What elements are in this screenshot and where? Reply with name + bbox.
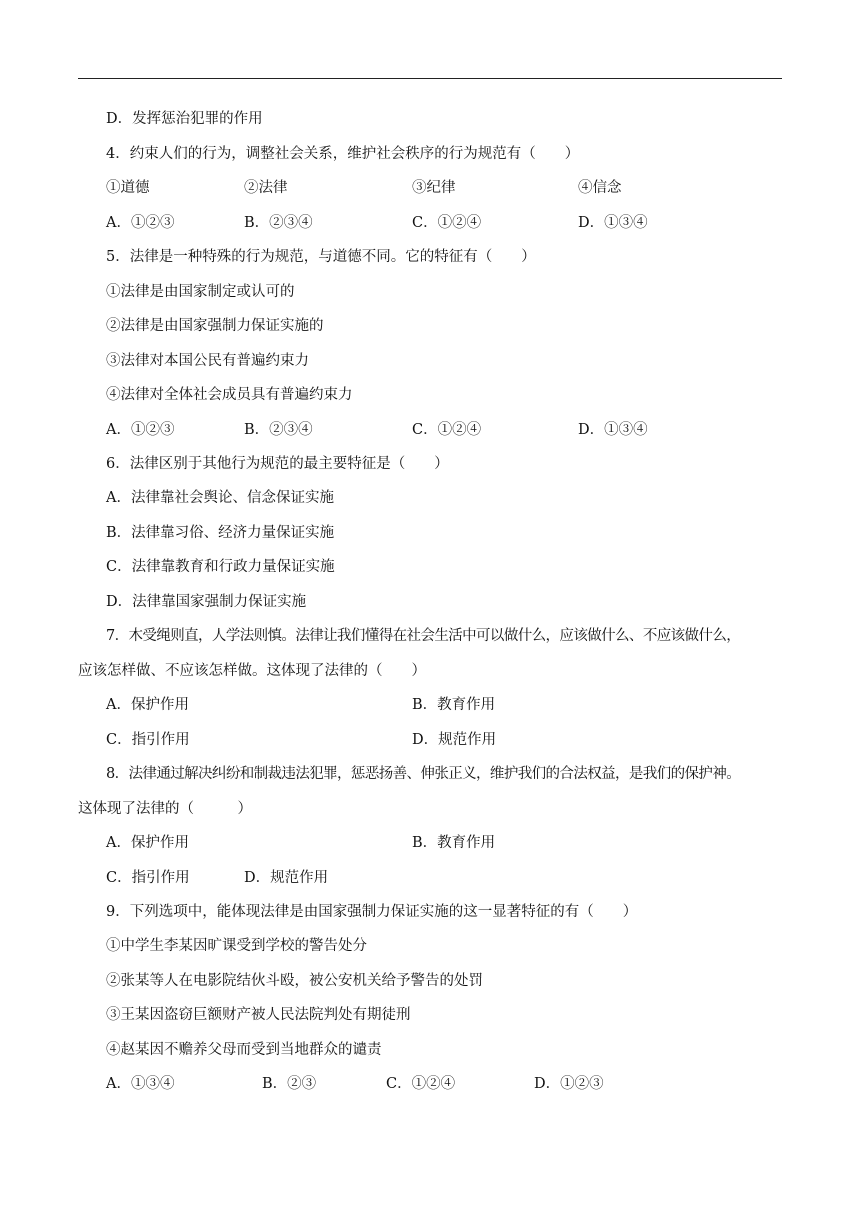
q5-option-b: B．②③④	[244, 422, 313, 438]
q5-item-4: ④法律对全体社会成员具有普遍约束力	[106, 387, 353, 403]
q9-option-a: A．①③④	[106, 1076, 175, 1092]
q4-option-a: A．①②③	[106, 215, 175, 231]
q4-item-2: ②法律	[244, 180, 288, 196]
q9-option-d: D．①②③	[534, 1076, 604, 1092]
q7-option-a: A．保护作用	[106, 697, 189, 713]
q4-option-c: C．①②④	[412, 215, 482, 231]
q7-stem-line1: 7．木受绳则直，人学法则慎。法律让我们懂得在社会生活中可以做什么，应该做什么、不应该做什么，	[106, 628, 741, 644]
q8-stem-line2: 这体现了法律的（ ）	[78, 801, 252, 817]
q5-item-2: ②法律是由国家强制力保证实施的	[106, 318, 324, 334]
q7-option-d: D．规范作用	[412, 732, 497, 748]
q9-option-c: C．①②④	[386, 1076, 456, 1092]
q6-option-b: B．法律靠习俗、经济力量保证实施	[106, 525, 335, 541]
q4-item-3: ③纪律	[412, 180, 456, 196]
q8-option-a: A．保护作用	[106, 835, 189, 851]
q9-option-b: B．②③	[262, 1076, 317, 1092]
q7-stem-line2: 应该怎样做、不应该怎样做。这体现了法律的（ ）	[78, 663, 426, 679]
q4-item-4: ④信念	[578, 180, 622, 196]
q4-item-1: ①道德	[106, 180, 150, 196]
q8-option-c: C．指引作用	[106, 870, 190, 886]
q4-option-b: B．②③④	[244, 215, 313, 231]
q9-item-4: ④赵某因不赡养父母而受到当地群众的谴责	[106, 1042, 382, 1058]
q7-option-c: C．指引作用	[106, 732, 190, 748]
q9-item-1: ①中学生李某因旷课受到学校的警告处分	[106, 938, 367, 954]
q3-option-d: D．发挥惩治犯罪的作用	[106, 111, 263, 127]
q9-item-3: ③王某因盗窃巨额财产被人民法院判处有期徒刑	[106, 1007, 411, 1023]
q6-option-c: C．法律靠教育和行政力量保证实施	[106, 559, 335, 575]
q4-stem: 4．约束人们的行为，调整社会关系，维护社会秩序的行为规范有（ ）	[106, 146, 580, 162]
q6-stem: 6．法律区别于其他行为规范的最主要特征是（ ）	[106, 456, 449, 472]
q6-option-a: A．法律靠社会舆论、信念保证实施	[106, 490, 334, 506]
q5-stem: 5．法律是一种特殊的行为规范，与道德不同。它的特征有（ ）	[106, 249, 536, 265]
q7-option-b: B．教育作用	[412, 697, 496, 713]
q8-stem-line1: 8．法律通过解决纠纷和制裁违法犯罪，惩恶扬善、伸张正义，维护我们的合法权益，是我们的保护神。	[106, 766, 741, 782]
q5-item-3: ③法律对本国公民有普遍约束力	[106, 353, 309, 369]
q5-option-d: D．①③④	[578, 422, 648, 438]
q8-option-d: D．规范作用	[244, 870, 329, 886]
q5-option-a: A．①②③	[106, 422, 175, 438]
q9-item-2: ②张某等人在电影院结伙斗殴，被公安机关给予警告的处罚	[106, 973, 483, 989]
q9-stem: 9．下列选项中，能体现法律是由国家强制力保证实施的这一显著特征的有（ ）	[106, 904, 638, 920]
q5-option-c: C．①②④	[412, 422, 482, 438]
q4-option-d: D．①③④	[578, 215, 648, 231]
q5-item-1: ①法律是由国家制定或认可的	[106, 284, 295, 300]
q6-option-d: D．法律靠国家强制力保证实施	[106, 594, 307, 610]
q8-option-b: B．教育作用	[412, 835, 496, 851]
header-rule	[78, 78, 782, 79]
